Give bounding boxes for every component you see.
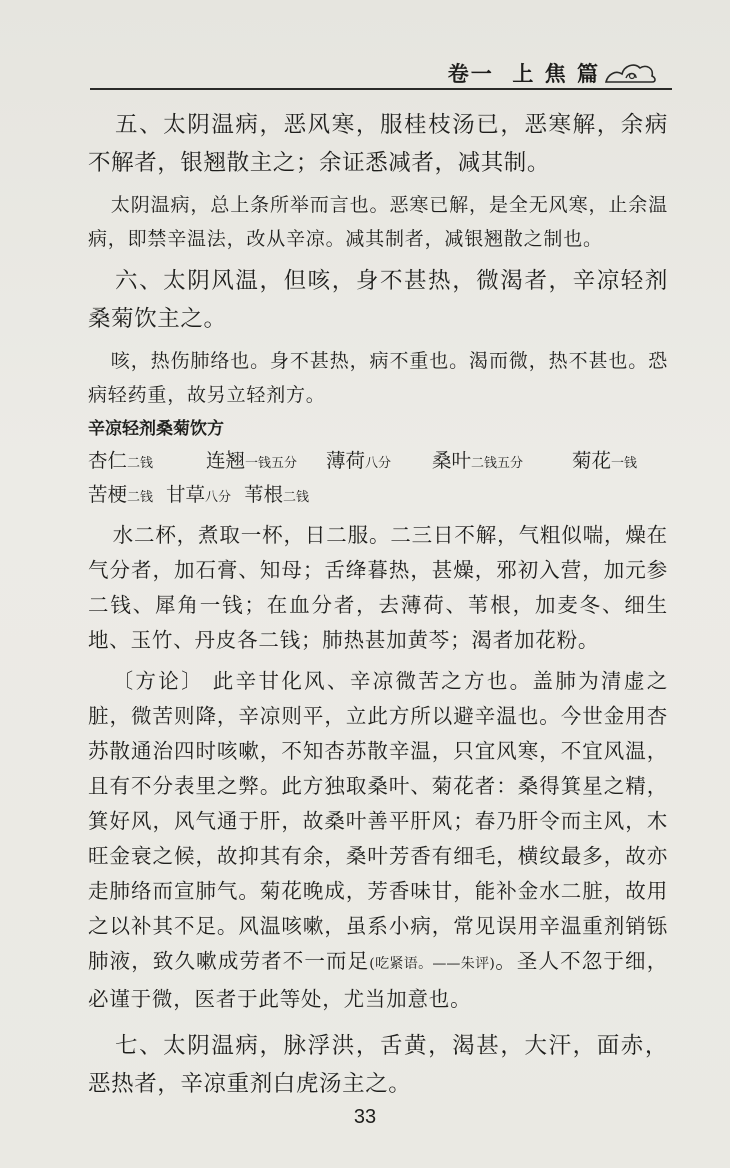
cloud-ornament-icon (602, 56, 658, 86)
clause-6: 六、太阴风温，但咳，身不甚热，微渴者，辛凉轻剂桑菊饮主之。 (88, 268, 668, 332)
chapter-title: 卷一 上 焦 篇 (447, 62, 600, 86)
herb-item: 连翘一钱五分 (206, 449, 298, 472)
herb-item: 苦梗二钱 (88, 483, 154, 506)
discussion-label: 〔方论〕 (112, 669, 204, 693)
annotation-note: (吃紧语。——朱评) (369, 956, 495, 972)
herb-item: 桑叶二钱五分 (432, 449, 524, 472)
herb-item: 苇根二钱 (244, 483, 310, 506)
page-content (88, 106, 668, 1103)
clause-5: 五、太阴温病，恶风寒，服桂枝汤已，恶寒解，余病不解者，银翘散主之；余证悉减者，减其制。 (88, 112, 668, 176)
herb-item: 薄荷八分 (326, 449, 392, 472)
formula-discussion (88, 664, 668, 1017)
herb-item: 甘草八分 (166, 483, 232, 506)
discussion-ending: 。圣人不忽于细，必谨于微，医者于此等处，尤当加意也。 (88, 949, 668, 1011)
clause-7: 七、太阴温病，脉浮洪，舌黄，渴甚，大汗，面赤，恶热者，辛凉重剂白虎汤主之。 (88, 1033, 668, 1097)
header-rule (90, 88, 672, 90)
herb-item: 杏仁二钱 (88, 449, 154, 472)
page-number: 33 (353, 1106, 377, 1128)
running-header (90, 52, 672, 92)
herb-list (88, 444, 668, 512)
formula-instructions: 水二杯，煮取一杯，日二服。二三日不解，气粗似喘，燥在气分者，加石膏、知母；舌绛暮热，甚燥，邪初入营，加元参二钱、犀角一钱；在血分者，去薄荷、苇根，加麦冬、细生地、玉竹、丹皮各二钱；肺热甚加黄芩；渴者加花粉。 (88, 523, 668, 652)
herb-item: 菊花一钱 (572, 449, 638, 472)
commentary-5: 太阴温病，总上条所举而言也。恶寒已解，是全无风寒，止余温病，即禁辛温法，改从辛凉。减其制者，减银翘散之制也。 (88, 194, 668, 250)
discussion-text: 此辛甘化风、辛凉微苦之方也。盖肺为清虚之脏，微苦则降，辛凉则平，立此方所以避辛温也。今世金用杏苏散通治四时咳嗽，不知杏苏散辛温，只宜风寒，不宜风温，且有不分表里之弊。此方独取桑叶、菊花者：桑得箕星之精，箕好风，风气通于肝，故桑叶善平肝风；春乃肝令而主风，木旺金衰之候，故抑其有余，桑叶芳香有细毛，横纹最多，故亦走肺络而宣肺气。菊花晚成，芳香味甘，能补金水二脏，故用之以补其不足。风温咳嗽，虽系小病，常见误用辛温重剂销铄肺液，致久嗽成劳者不一而足 (88, 669, 668, 973)
commentary-6: 咳，热伤肺络也。身不甚热，病不重也。渴而微，热不甚也。恐病轻药重，故另立轻剂方。 (88, 350, 668, 406)
formula-title: 辛凉轻剂桑菊饮方 (88, 419, 224, 439)
